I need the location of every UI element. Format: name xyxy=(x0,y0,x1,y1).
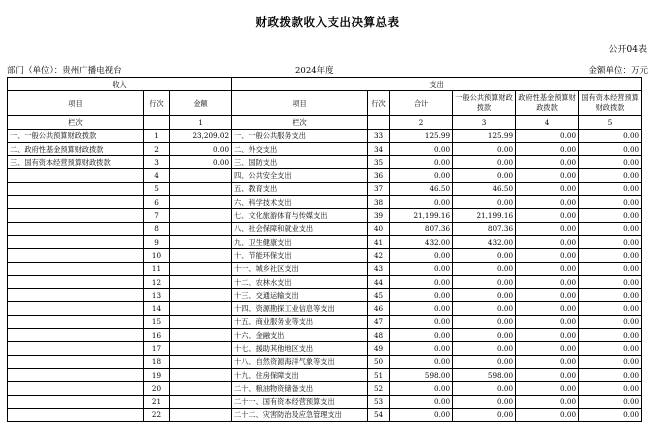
table-row xyxy=(8,408,642,421)
total-cell: 21,199.16 xyxy=(390,209,453,222)
state-capital-cell: 0.00 xyxy=(579,382,642,395)
state-capital-cell: 0.00 xyxy=(579,169,642,182)
total-cell: 0.00 xyxy=(390,382,453,395)
income-rowno-cell: 16 xyxy=(144,329,170,342)
general-budget-cell: 0.00 xyxy=(453,142,516,155)
income-item-cell xyxy=(8,235,144,248)
gov-fund-cell: 0.00 xyxy=(516,129,579,142)
general-budget-cell: 598.00 xyxy=(453,368,516,381)
col-5-label: 5 xyxy=(579,116,642,129)
table-row xyxy=(8,249,642,262)
col-3-label: 3 xyxy=(453,116,516,129)
expense-rowno-col-label xyxy=(368,116,390,129)
budget-summary-table xyxy=(7,77,642,422)
expense-item-cell: 七、文化旅游体育与传媒支出 xyxy=(232,209,368,222)
income-item-cell xyxy=(8,342,144,355)
state-capital-cell: 0.00 xyxy=(579,262,642,275)
expense-rowno-cell: 50 xyxy=(368,355,390,368)
income-rowno-cell: 7 xyxy=(144,209,170,222)
gov-fund-cell: 0.00 xyxy=(516,142,579,155)
state-capital-cell: 0.00 xyxy=(579,342,642,355)
expense-rowno-cell: 49 xyxy=(368,342,390,355)
table-body xyxy=(8,129,642,422)
total-cell: 0.00 xyxy=(390,196,453,209)
state-capital-cell: 0.00 xyxy=(579,182,642,195)
total-cell: 0.00 xyxy=(390,262,453,275)
income-item-cell xyxy=(8,408,144,421)
state-capital-cell: 0.00 xyxy=(579,315,642,328)
general-budget-cell: 0.00 xyxy=(453,262,516,275)
report-meta xyxy=(7,64,648,76)
state-capital-cell: 0.00 xyxy=(579,156,642,169)
income-rowno-cell: 14 xyxy=(144,302,170,315)
table-row xyxy=(8,315,642,328)
total-cell: 0.00 xyxy=(390,289,453,302)
gov-fund-cell: 0.00 xyxy=(516,408,579,421)
income-amount-cell xyxy=(170,342,232,355)
expense-item-cell: 十六、金融支出 xyxy=(232,329,368,342)
expense-item-cell: 十一、城乡社区支出 xyxy=(232,262,368,275)
income-item-cell: 一、一般公共预算财政拨款 xyxy=(8,129,144,142)
income-amount-cell xyxy=(170,395,232,408)
gov-fund-cell: 0.00 xyxy=(516,169,579,182)
income-amount-cell: 0.00 xyxy=(170,156,232,169)
income-amount-cell xyxy=(170,235,232,248)
general-budget-header: 一般公共预算财政拨款 xyxy=(453,91,516,116)
general-budget-cell: 0.00 xyxy=(453,329,516,342)
table-row xyxy=(8,142,642,155)
state-capital-cell: 0.00 xyxy=(579,395,642,408)
income-item-cell xyxy=(8,262,144,275)
income-item-cell xyxy=(8,329,144,342)
gov-fund-cell: 0.00 xyxy=(516,355,579,368)
state-capital-cell: 0.00 xyxy=(579,329,642,342)
gov-fund-cell: 0.00 xyxy=(516,329,579,342)
income-rowno-cell: 10 xyxy=(144,249,170,262)
expense-rowno-cell: 34 xyxy=(368,142,390,155)
gov-fund-cell: 0.00 xyxy=(516,275,579,288)
income-item-cell xyxy=(8,382,144,395)
expense-header: 支出 xyxy=(232,78,642,91)
income-amount-cell xyxy=(170,355,232,368)
state-capital-cell: 0.00 xyxy=(579,142,642,155)
gov-fund-cell: 0.00 xyxy=(516,182,579,195)
table-row xyxy=(8,302,642,315)
table-row xyxy=(8,262,642,275)
gov-fund-cell: 0.00 xyxy=(516,302,579,315)
expense-rowno-cell: 52 xyxy=(368,382,390,395)
expense-item-cell: 六、科学技术支出 xyxy=(232,196,368,209)
expense-item-cell: 十八、自然资源海洋气象等支出 xyxy=(232,355,368,368)
gov-fund-cell: 0.00 xyxy=(516,209,579,222)
income-rowno-header: 行次 xyxy=(144,91,170,116)
expense-rowno-cell: 43 xyxy=(368,262,390,275)
expense-item-cell: 十三、交通运输支出 xyxy=(232,289,368,302)
table-row xyxy=(8,329,642,342)
income-amount-cell: 23,209.02 xyxy=(170,129,232,142)
income-amount-cell xyxy=(170,382,232,395)
table-row xyxy=(8,235,642,248)
department-label: 部门（单位）：贵州广播电视台 xyxy=(7,66,122,76)
income-amount-cell xyxy=(170,182,232,195)
expense-rowno-cell: 42 xyxy=(368,249,390,262)
state-capital-cell: 0.00 xyxy=(579,355,642,368)
income-rowno-cell: 8 xyxy=(144,222,170,235)
income-item-cell xyxy=(8,222,144,235)
expense-item-cell: 四、公共安全支出 xyxy=(232,169,368,182)
col-1-label: 1 xyxy=(170,116,232,129)
income-amount-cell: 0.00 xyxy=(170,142,232,155)
total-cell: 0.00 xyxy=(390,249,453,262)
income-amount-cell xyxy=(170,209,232,222)
general-budget-cell: 0.00 xyxy=(453,156,516,169)
income-item-cell xyxy=(8,169,144,182)
income-item-cell xyxy=(8,196,144,209)
total-cell: 46.50 xyxy=(390,182,453,195)
total-cell: 0.00 xyxy=(390,329,453,342)
expense-rowno-cell: 40 xyxy=(368,222,390,235)
total-cell: 0.00 xyxy=(390,342,453,355)
total-cell: 0.00 xyxy=(390,395,453,408)
income-amount-cell xyxy=(170,289,232,302)
income-item-cell: 三、国有资本经营预算财政拨款 xyxy=(8,156,144,169)
table-row xyxy=(8,342,642,355)
total-cell: 0.00 xyxy=(390,275,453,288)
gov-fund-cell: 0.00 xyxy=(516,196,579,209)
income-rowno-cell: 18 xyxy=(144,355,170,368)
income-item-cell xyxy=(8,368,144,381)
income-item-cell: 二、政府性基金预算财政拨款 xyxy=(8,142,144,155)
income-amount-cell xyxy=(170,222,232,235)
total-cell: 0.00 xyxy=(390,302,453,315)
total-cell: 0.00 xyxy=(390,315,453,328)
state-capital-header: 国有资本经营预算财政拨款 xyxy=(579,91,642,116)
table-row xyxy=(8,382,642,395)
income-header: 收入 xyxy=(8,78,232,91)
general-budget-cell: 0.00 xyxy=(453,249,516,262)
income-col-label: 栏次 xyxy=(8,116,144,129)
income-item-header: 项目 xyxy=(8,91,144,116)
gov-fund-cell: 0.00 xyxy=(516,222,579,235)
state-capital-cell: 0.00 xyxy=(579,249,642,262)
expense-rowno-cell: 47 xyxy=(368,315,390,328)
general-budget-cell: 0.00 xyxy=(453,315,516,328)
state-capital-cell: 0.00 xyxy=(579,368,642,381)
table-row xyxy=(8,368,642,381)
gov-fund-cell: 0.00 xyxy=(516,156,579,169)
expense-rowno-cell: 35 xyxy=(368,156,390,169)
expense-item-cell: 二十一、国有资本经营预算支出 xyxy=(232,395,368,408)
income-item-cell xyxy=(8,355,144,368)
expense-rowno-cell: 54 xyxy=(368,408,390,421)
total-cell: 125.99 xyxy=(390,129,453,142)
income-rowno-col-label xyxy=(144,116,170,129)
general-budget-cell: 0.00 xyxy=(453,355,516,368)
table-row xyxy=(8,275,642,288)
expense-rowno-cell: 48 xyxy=(368,329,390,342)
income-amount-cell xyxy=(170,315,232,328)
total-cell: 598.00 xyxy=(390,368,453,381)
income-rowno-cell: 17 xyxy=(144,342,170,355)
gov-fund-cell: 0.00 xyxy=(516,262,579,275)
income-amount-header: 金额 xyxy=(170,91,232,116)
general-budget-cell: 0.00 xyxy=(453,275,516,288)
report-title: 财政拨款收入支出决算总表 xyxy=(255,15,400,29)
income-rowno-cell: 1 xyxy=(144,129,170,142)
income-rowno-cell: 19 xyxy=(144,368,170,381)
income-rowno-cell: 3 xyxy=(144,156,170,169)
gov-fund-cell: 0.00 xyxy=(516,289,579,302)
year-label: 2024年度 xyxy=(295,66,334,76)
income-amount-cell xyxy=(170,249,232,262)
expense-rowno-cell: 36 xyxy=(368,169,390,182)
state-capital-cell: 0.00 xyxy=(579,129,642,142)
expense-item-header: 项目 xyxy=(232,91,368,116)
expense-rowno-cell: 39 xyxy=(368,209,390,222)
expense-rowno-cell: 33 xyxy=(368,129,390,142)
expense-rowno-cell: 41 xyxy=(368,235,390,248)
general-budget-cell: 0.00 xyxy=(453,342,516,355)
expense-rowno-cell: 38 xyxy=(368,196,390,209)
expense-item-cell: 二、外交支出 xyxy=(232,142,368,155)
expense-item-cell: 十九、住房保障支出 xyxy=(232,368,368,381)
table-row xyxy=(8,289,642,302)
income-rowno-cell: 21 xyxy=(144,395,170,408)
income-amount-cell xyxy=(170,408,232,421)
general-budget-cell: 46.50 xyxy=(453,182,516,195)
income-amount-cell xyxy=(170,169,232,182)
expense-item-cell: 一、一般公共服务支出 xyxy=(232,129,368,142)
state-capital-cell: 0.00 xyxy=(579,275,642,288)
col-2-label: 2 xyxy=(390,116,453,129)
expense-item-cell: 十二、农林水支出 xyxy=(232,275,368,288)
expense-rowno-cell: 45 xyxy=(368,289,390,302)
form-code: 公开04表 xyxy=(608,45,647,55)
income-rowno-cell: 4 xyxy=(144,169,170,182)
general-budget-cell: 0.00 xyxy=(453,395,516,408)
total-cell: 0.00 xyxy=(390,142,453,155)
total-cell: 0.00 xyxy=(390,408,453,421)
gov-fund-cell: 0.00 xyxy=(516,395,579,408)
expense-item-cell: 十、节能环保支出 xyxy=(232,249,368,262)
income-rowno-cell: 11 xyxy=(144,262,170,275)
table-row xyxy=(8,222,642,235)
income-rowno-cell: 15 xyxy=(144,315,170,328)
table-row xyxy=(8,355,642,368)
total-cell: 807.36 xyxy=(390,222,453,235)
state-capital-cell: 0.00 xyxy=(579,222,642,235)
table-row xyxy=(8,395,642,408)
gov-fund-cell: 0.00 xyxy=(516,368,579,381)
expense-rowno-cell: 51 xyxy=(368,368,390,381)
income-rowno-cell: 20 xyxy=(144,382,170,395)
table-row xyxy=(8,182,642,195)
table-header xyxy=(8,78,642,130)
general-budget-cell: 0.00 xyxy=(453,169,516,182)
income-rowno-cell: 13 xyxy=(144,289,170,302)
income-rowno-cell: 6 xyxy=(144,196,170,209)
expense-item-cell: 三、国防支出 xyxy=(232,156,368,169)
gov-fund-cell: 0.00 xyxy=(516,342,579,355)
income-amount-cell xyxy=(170,275,232,288)
col-4-label: 4 xyxy=(516,116,579,129)
general-budget-cell: 0.00 xyxy=(453,382,516,395)
general-budget-cell: 21,199.16 xyxy=(453,209,516,222)
income-rowno-cell: 12 xyxy=(144,275,170,288)
state-capital-cell: 0.00 xyxy=(579,289,642,302)
table-row xyxy=(8,156,642,169)
gov-fund-cell: 0.00 xyxy=(516,249,579,262)
table-row xyxy=(8,209,642,222)
total-cell: 0.00 xyxy=(390,156,453,169)
expense-item-cell: 二十、粮油物资储备支出 xyxy=(232,382,368,395)
total-header: 合计 xyxy=(390,91,453,116)
gov-fund-header: 政府性基金预算财政拨款 xyxy=(516,91,579,116)
gov-fund-cell: 0.00 xyxy=(516,382,579,395)
total-cell: 432.00 xyxy=(390,235,453,248)
income-amount-cell xyxy=(170,329,232,342)
unit-label: 金额单位：万元 xyxy=(588,66,648,76)
expense-rowno-cell: 46 xyxy=(368,302,390,315)
income-rowno-cell: 2 xyxy=(144,142,170,155)
expense-item-cell: 十七、援助其他地区支出 xyxy=(232,342,368,355)
general-budget-cell: 0.00 xyxy=(453,302,516,315)
expense-item-cell: 十五、商业服务业等支出 xyxy=(232,315,368,328)
expense-col-label: 栏次 xyxy=(232,116,368,129)
expense-rowno-cell: 44 xyxy=(368,275,390,288)
expense-item-cell: 八、社会保障和就业支出 xyxy=(232,222,368,235)
income-amount-cell xyxy=(170,196,232,209)
gov-fund-cell: 0.00 xyxy=(516,235,579,248)
income-amount-cell xyxy=(170,368,232,381)
income-rowno-cell: 5 xyxy=(144,182,170,195)
state-capital-cell: 0.00 xyxy=(579,196,642,209)
expense-item-cell: 十四、资源勘探工业信息等支出 xyxy=(232,302,368,315)
income-item-cell xyxy=(8,182,144,195)
income-item-cell xyxy=(8,249,144,262)
general-budget-cell: 807.36 xyxy=(453,222,516,235)
income-item-cell xyxy=(8,275,144,288)
table-row xyxy=(8,129,642,142)
total-cell: 0.00 xyxy=(390,355,453,368)
state-capital-cell: 0.00 xyxy=(579,235,642,248)
gov-fund-cell: 0.00 xyxy=(516,315,579,328)
income-amount-cell xyxy=(170,262,232,275)
expense-rowno-cell: 37 xyxy=(368,182,390,195)
general-budget-cell: 0.00 xyxy=(453,196,516,209)
state-capital-cell: 0.00 xyxy=(579,302,642,315)
table-row xyxy=(8,169,642,182)
general-budget-cell: 0.00 xyxy=(453,408,516,421)
income-item-cell xyxy=(8,302,144,315)
income-item-cell xyxy=(8,289,144,302)
expense-rowno-header: 行次 xyxy=(368,91,390,116)
income-rowno-cell: 22 xyxy=(144,408,170,421)
income-rowno-cell: 9 xyxy=(144,235,170,248)
expense-item-cell: 二十二、灾害防治及应急管理支出 xyxy=(232,408,368,421)
general-budget-cell: 432.00 xyxy=(453,235,516,248)
income-item-cell xyxy=(8,395,144,408)
income-item-cell xyxy=(8,209,144,222)
expense-rowno-cell: 53 xyxy=(368,395,390,408)
expense-item-cell: 五、教育支出 xyxy=(232,182,368,195)
state-capital-cell: 0.00 xyxy=(579,209,642,222)
total-cell: 0.00 xyxy=(390,169,453,182)
general-budget-cell: 0.00 xyxy=(453,289,516,302)
income-item-cell xyxy=(8,315,144,328)
income-amount-cell xyxy=(170,302,232,315)
expense-item-cell: 九、卫生健康支出 xyxy=(232,235,368,248)
general-budget-cell: 125.99 xyxy=(453,129,516,142)
table-row xyxy=(8,196,642,209)
state-capital-cell: 0.00 xyxy=(579,408,642,421)
